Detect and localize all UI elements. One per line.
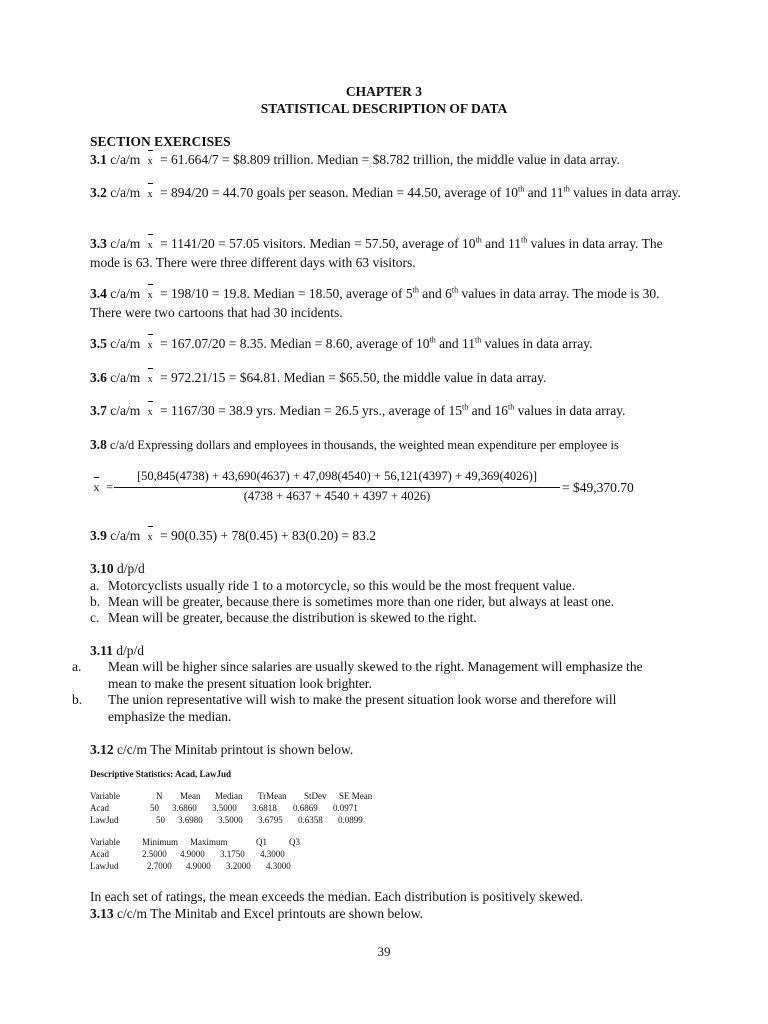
conclusion-text: In each set of ratings, the mean exceeds the median. Each distribution is positively skewed.: [90, 889, 583, 904]
exercise-code: c/a/m: [110, 286, 141, 301]
exercise-code: c/a/m: [110, 336, 141, 351]
list-item: b. The union representative will wish to make the present situation look worse and therefore will emphasize the median.: [72, 692, 617, 724]
list-item: a. Mean will be higher since salaries are usually skewed to the right. Management will emphasize the mean to make the present situation look brighter.: [72, 659, 643, 691]
exercise-code: d/p/d: [116, 643, 145, 658]
exercise-code: c/c/m: [117, 906, 147, 921]
exercise-text: Expressing dollars and employees in thousands, the weighted mean expenditure per employee is: [137, 438, 619, 452]
exercise-number: 3.1: [90, 152, 107, 167]
weighted-mean-formula: [90, 465, 690, 511]
exercise-code: c/a/d: [110, 438, 135, 452]
exercise-text: = 90(0.35) + 78(0.45) + 83(0.20) = 83.2: [160, 528, 377, 543]
exercise-number: 3.12: [90, 742, 114, 757]
exercise-code: c/a/m: [110, 403, 141, 418]
exercise-code: c/a/m: [110, 370, 141, 385]
xbar-symbol: x: [146, 529, 155, 546]
exercise-3-9: [90, 527, 690, 546]
exercise-code: c/a/m: [110, 185, 141, 200]
exercise-number: 3.9: [90, 528, 107, 543]
exercise-number: 3.5: [90, 336, 107, 351]
page-number: 39: [377, 944, 391, 959]
xbar-symbol: x: [146, 404, 155, 421]
list-item: c. Mean will be greater, because the distribution is skewed to the right.: [90, 610, 477, 625]
fraction-bar: [114, 487, 560, 488]
xbar-symbol: x: [146, 237, 155, 254]
exercise-3-4: 3.4 c/a/m x = 198/10 = 19.8. Median = 18.50, average of 5th and 6th values in data array. The mode is 30. There were two cartoons that had 30 incidents.: [90, 285, 660, 320]
exercise-number: 3.11: [90, 643, 113, 658]
exercise-code: c/c/m: [117, 742, 147, 757]
exercise-3-12: [90, 741, 690, 758]
exercise-code: d/p/d: [117, 561, 145, 576]
exercise-text: The Minitab printout is shown below.: [150, 742, 354, 757]
exercise-3-6: [90, 369, 690, 388]
exercise-number: 3.6: [90, 370, 107, 385]
exercise-text: = 972.21/15 = $64.81. Median = $65.50, the middle value in data array.: [160, 370, 547, 385]
exercise-number: 3.7: [90, 403, 107, 418]
xbar-symbol: x: [146, 186, 155, 203]
section-heading: SECTION EXERCISES: [90, 134, 231, 149]
list-item: a. Motorcyclists usually ride 1 to a motorcycle, so this would be the most frequent value.: [90, 578, 576, 593]
chapter-title: STATISTICAL DESCRIPTION OF DATA: [260, 101, 508, 116]
exercise-3-3: 3.3 c/a/m x = 1141/20 = 57.05 visitors. Median = 57.50, average of 10th and 11th values in data array. The mode is 63. There were three different days with 63 visitors.: [90, 235, 663, 270]
exercise-3-7: 3.7 c/a/m x = 1167/30 = 38.9 yrs. Median = 26.5 yrs., average of 15th and 16th values in data array.: [90, 402, 690, 421]
xbar-symbol: x: [146, 337, 155, 354]
exercise-number: 3.2: [90, 185, 107, 200]
exercise-code: c/a/m: [110, 528, 141, 543]
exercise-3-13: [90, 905, 690, 922]
formula-result: = $49,370.70: [562, 480, 634, 495]
chapter-label: CHAPTER 3: [345, 84, 423, 99]
xbar-symbol: x: [146, 153, 155, 170]
xbar-symbol: x: [146, 287, 155, 304]
exercise-3-10: [90, 560, 690, 577]
exercise-code: c/a/m: [110, 152, 141, 167]
exercise-3-8: [90, 436, 690, 454]
exercise-3-1: [90, 151, 690, 170]
exercise-3-5: 3.5 c/a/m x = 167.07/20 = 8.35. Median = 8.60, average of 10th and 11th values in data array.: [90, 335, 690, 354]
list-item: b. Mean will be greater, because there is sometimes more than one rider, but always at least one.: [90, 594, 615, 609]
document-page: CHAPTER 3 STATISTICAL DESCRIPTION OF DATA SECTION EXERCISES 3.1 c/a/m x = 61.664/7 = $8.809 trillion. Median = $8.782 trillion, the middle value in data array. 3.2 c/a/m x = 894/20 = 44.70 goals per season. Median = 44.50, average of 10th and 11th values in data array. 3.3 c/a/m x = 1141/20 = 57.05 visitors. Median = 57.50, average of 10th and 11th values in data array. The mode is 63. There were three different days with 63 visitors. 3.4 c/a/m x = 198/10 = 19.8. Median = 18.50, average of 5th and 6th values in data array. The mode is 30. There were two cartoons that had 30 incidents. 3.5 c/a/m x = 167.07/20 = 8.35. Median = 8.60, average of 10th and 11th values in data array. 3.6 c/a/m x = 972.21/15 = $64.81. Median = $65.50, the middle value in data array. 3.7 c/a/m x = 1167/30 = 38.9 yrs. Median = 26.5 yrs., average of 15th and 16th values in data array. 3.8 c/a/d Expressing dollars and employees in thousands, the weighted mean expenditure per employee is x = [50,845(4738) + 43,690(4637) + 47,098(4540) + 56,121(4397) + 49,369(4026)] (4738 + 4637 + 4540 + 4397 + 4026) = $49,370.70 3.9 c/a/m x = 90(0.35) + 78(0.45) + 83(0.20) = 83.2 3.10 d/p/d a. Motorcyclists usually ride 1 to a motorcycle, so this would be the most frequent value. b. Mean will be greater, because there is sometimes more than one rider, but always at least one. c. Mean will be greater, because the distribution is skewed to the right. 3.11 d/p/d a. Mean will be higher since salaries are usually skewed to the right. Management will emphasize the mean to make the present situation look brighter. b. The union representative will wish to make the present situation look worse and therefore will emphasize the median. 3.12 c/c/m The Minitab printout is shown below. Descriptive Statistics: Acad, LawJud Variable N Mean Median TrMean StDev SE Mean Acad 50 3.6860 3.5000 3.6818 0.6869 0.0971 LawJud 50 3.6980 3.5000 3.6795 0.6358 0.0899 Variable Minimum Maximum Q1 Q3 Acad 2.5000 4.9000 3.1750 4.3000 LawJud 2.7000 4.9000 3.2000 4.3000 In each set of ratings, the mean exceeds the median. Each distribution is positively skewed. 3.13 c/c/m The Minitab and Excel printouts are shown below. 39: [0, 0, 768, 1024]
formula-denominator: (4738 + 4637 + 4540 + 4397 + 4026): [243, 489, 431, 503]
exercise-text: = 61.664/7 = $8.809 trillion. Median = $8.782 trillion, the middle value in data array.: [160, 152, 620, 167]
exercise-number: 3.3: [90, 236, 107, 251]
formula-lhs: x =: [93, 480, 114, 494]
exercise-3-11: [90, 642, 690, 659]
minitab-title: Descriptive Statistics: Acad, LawJud: [90, 769, 231, 779]
xbar-symbol: x: [146, 371, 155, 388]
exercise-number: 3.13: [90, 906, 114, 921]
exercise-code: c/a/m: [110, 236, 141, 251]
exercise-text: The Minitab and Excel printouts are shown below.: [150, 906, 423, 921]
exercise-number: 3.8: [90, 437, 107, 452]
exercise-number: 3.10: [90, 561, 114, 576]
formula-numerator: [50,845(4738) + 43,690(4637) + 47,098(4540) + 56,121(4397) + 49,369(4026)]: [136, 469, 538, 483]
exercise-3-2: 3.2 c/a/m x = 894/20 = 44.70 goals per season. Median = 44.50, average of 10th and 11th values in data array.: [90, 184, 690, 203]
exercise-number: 3.4: [90, 286, 107, 301]
